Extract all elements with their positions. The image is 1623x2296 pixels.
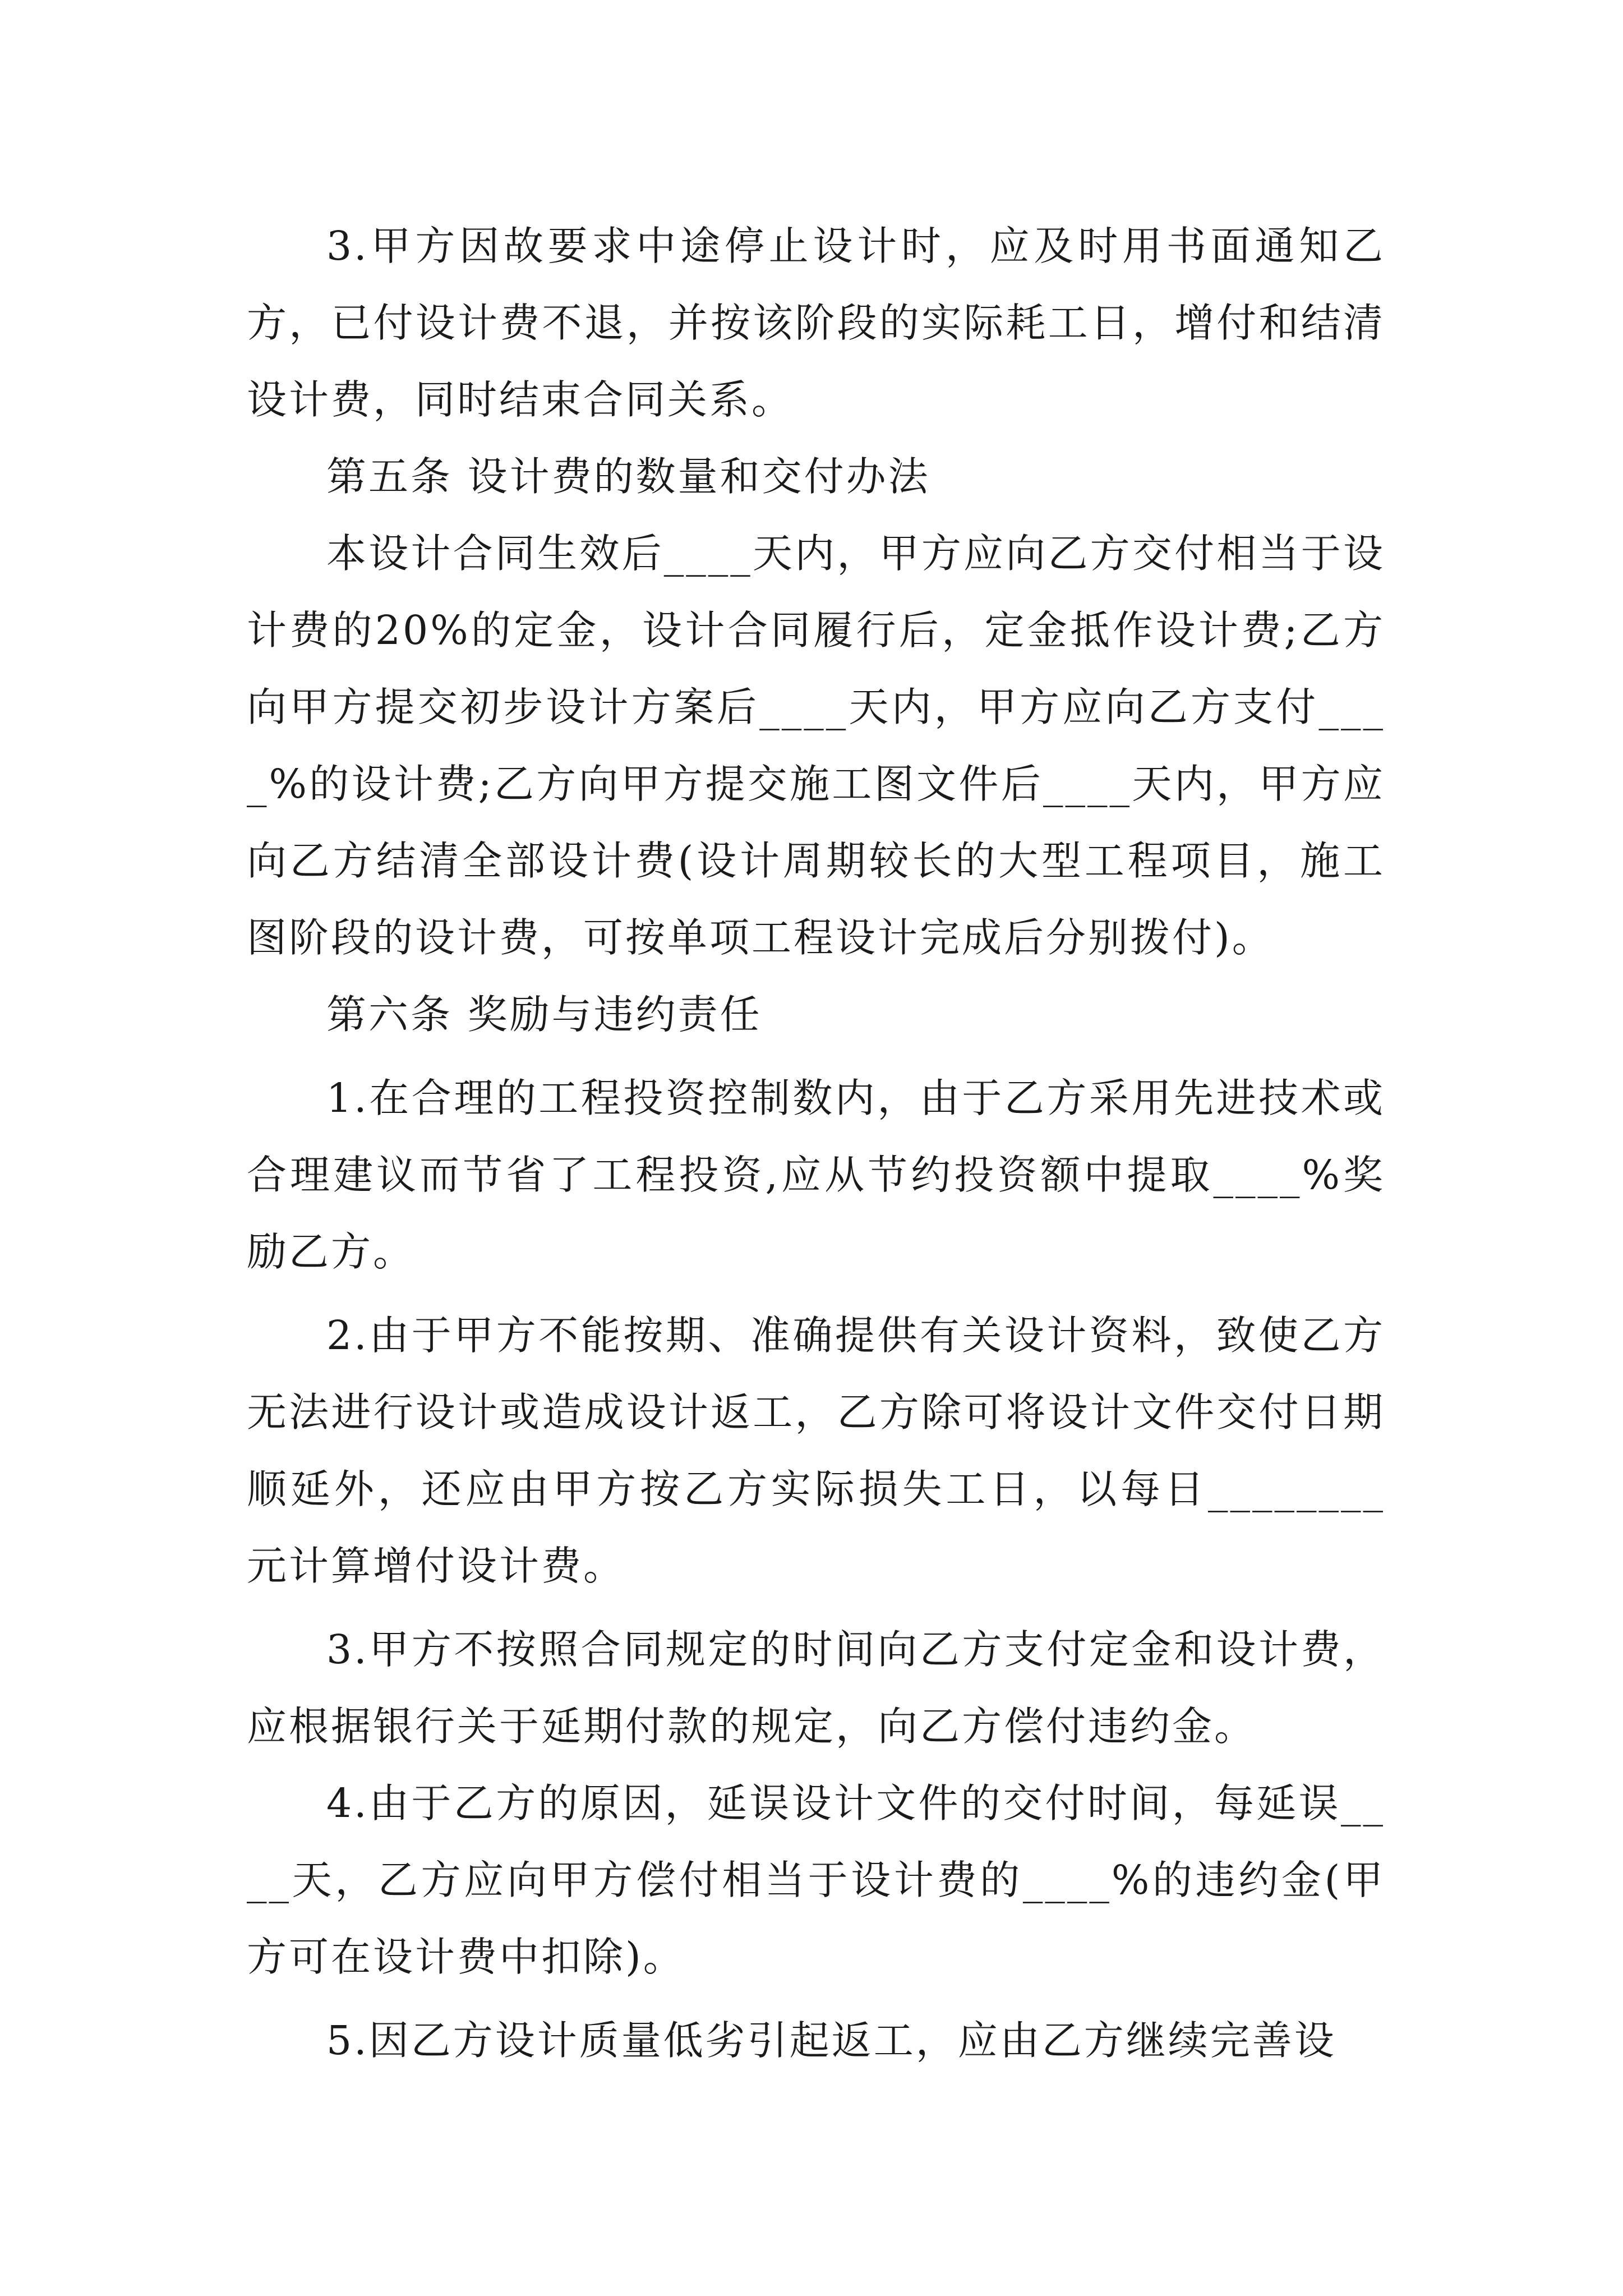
paragraph-clause-4-item-3: 3.甲方因故要求中途停止设计时，应及时用书面通知乙方，已付设计费不退，并按该阶段的实际耗工日，增付和结清设计费，同时结束合同关系。	[247, 223, 1385, 423]
heading-article-6: 第六条 奖励与违约责任	[326, 991, 762, 1038]
paragraph-article-6-item-4: 4.由于乙方的原因，延误设计文件的交付时间，每延误____天，乙方应向甲方偿付相当于设计费的____%的违约金(甲方可在设计费中扣除)。	[247, 1780, 1385, 1980]
paragraph-article-5-body: 本设计合同生效后____天内，甲方应向乙方交付相当于设计费的20%的定金，设计合同履行后，定金抵作设计费;乙方向甲方提交初步设计方案后____天内，甲方应向乙方支付____%的设计费;乙方向甲方提交施工图文件后____天内，甲方应向乙方结清全部设计费(设计周期较长的大型工程项目，施工图阶段的设计费，可按单项工程设计完成后分别拨付)。	[247, 530, 1385, 961]
paragraph-article-6-item-5: 5.因乙方设计质量低劣引起返工，应由乙方继续完善设	[326, 2017, 1336, 2064]
paragraph-article-6-item-3: 3.甲方不按照合同规定的时间向乙方支付定金和设计费，应根据银行关于延期付款的规定，向乙方偿付违约金。	[247, 1626, 1385, 1750]
paragraph-article-6-item-2: 2.由于甲方不能按期、准确提供有关设计资料，致使乙方无法进行设计或造成设计返工，乙方除可将设计文件交付日期顺延外，还应由甲方按乙方实际损失工日，以每日________元计算增付设计费。	[247, 1312, 1385, 1589]
paragraph-article-6-item-1: 1.在合理的工程投资控制数内，由于乙方采用先进技术或合理建议而节省了工程投资,应从节约投资额中提取____%奖励乙方。	[247, 1075, 1385, 1275]
document-body	[247, 208, 1385, 2079]
heading-article-5: 第五条 设计费的数量和交付办法	[326, 453, 930, 500]
